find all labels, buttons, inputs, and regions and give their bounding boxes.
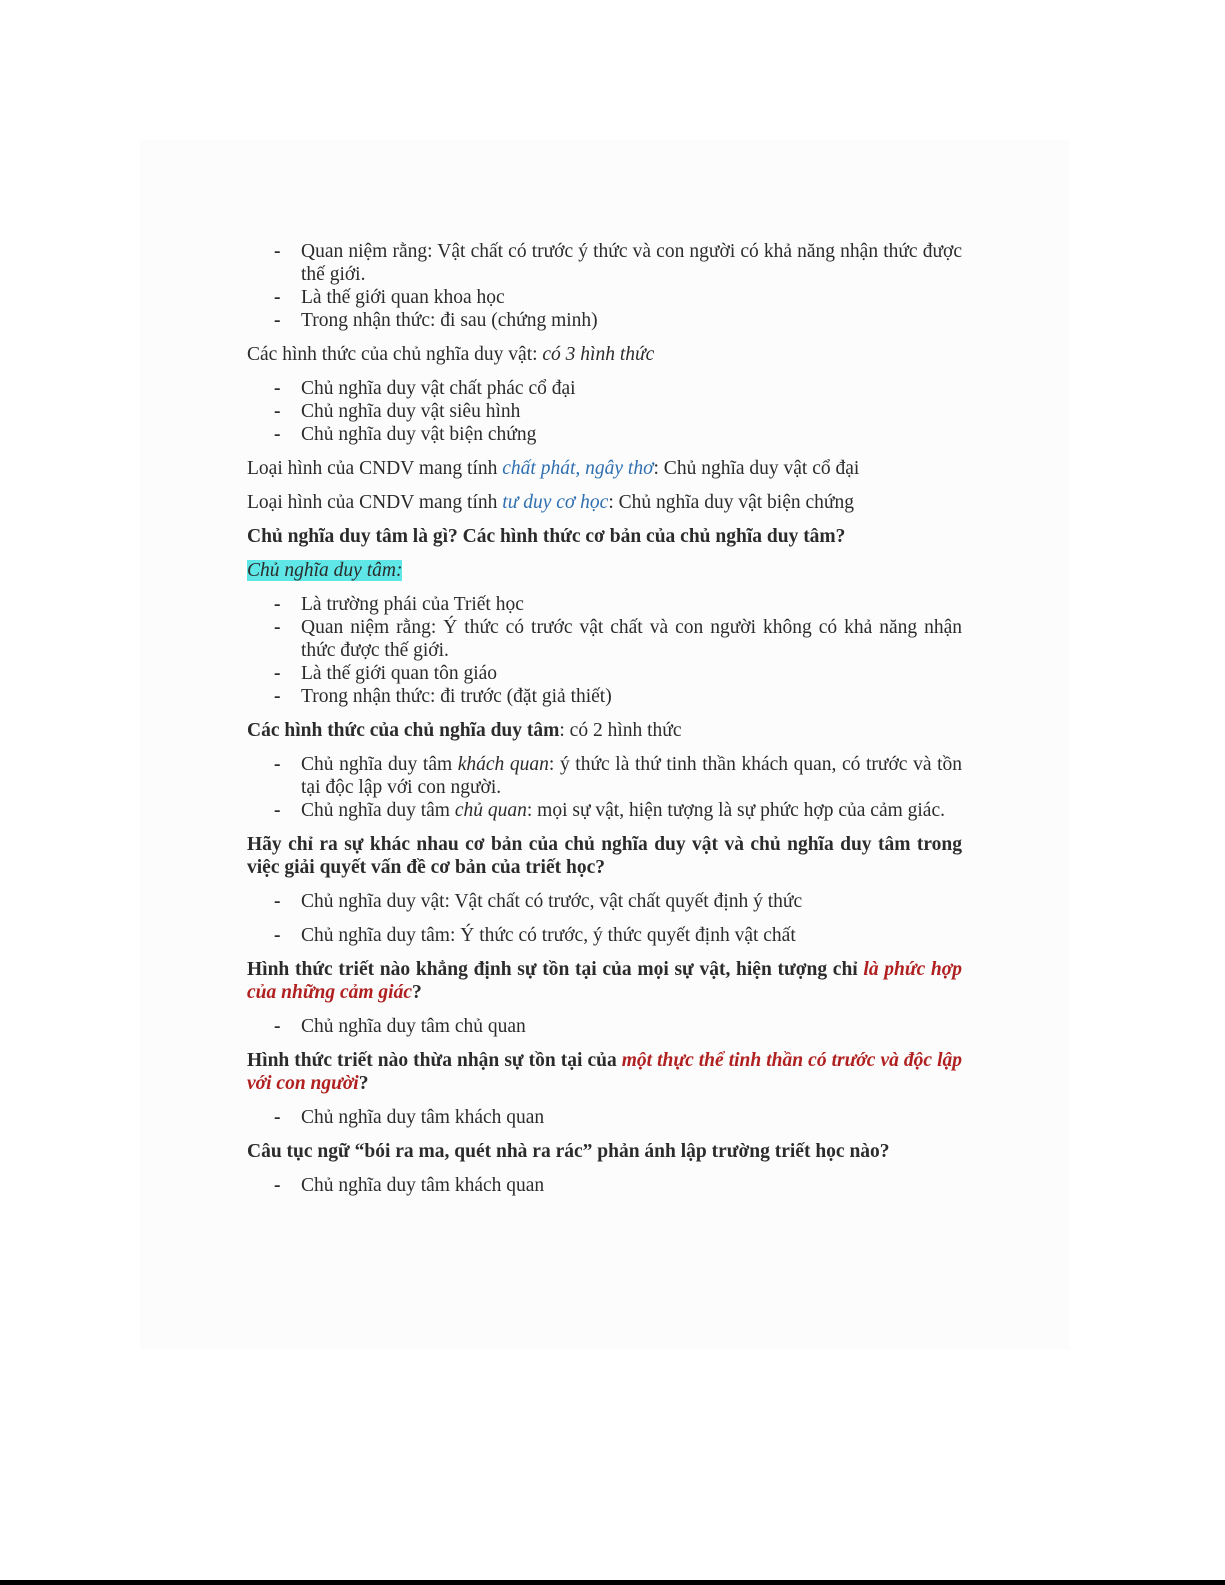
- type-mechanical-paragraph: [247, 491, 962, 514]
- list-item: - Trong nhận thức: đi trước (đặt giả thiết): [247, 685, 962, 708]
- question-heading: [247, 1140, 962, 1163]
- list-item: - Là trường phái của Triết học: [247, 593, 962, 616]
- materialism-traits-list: [247, 240, 962, 332]
- list-item: [247, 799, 962, 822]
- text: Chủ nghĩa duy tâm: [301, 800, 455, 821]
- question-heading: [247, 525, 962, 548]
- list-item: - Là thế giới quan khoa học: [247, 286, 962, 309]
- idealism-forms-paragraph: [247, 719, 962, 742]
- emphasis: có 3 hình thức: [542, 344, 655, 365]
- materialism-forms-list: [247, 377, 962, 446]
- list-item: - Quan niệm rằng: Ý thức có trước vật chất và con người không có khả năng nhận thức được thế giới.: [247, 616, 962, 662]
- question-heading: [247, 958, 962, 1004]
- text: ?: [358, 1073, 369, 1094]
- list-item: - Chủ nghĩa duy tâm khách quan: [247, 1106, 962, 1129]
- list-item: - Trong nhận thức: đi sau (chứng minh): [247, 309, 962, 332]
- highlighted-term: Chủ nghĩa duy tâm:: [247, 560, 403, 581]
- document-body: [247, 240, 962, 1208]
- list-item: - Chủ nghĩa duy vật chất phác cổ đại: [247, 377, 962, 400]
- question-text: [247, 1050, 962, 1094]
- list-item: [247, 753, 962, 799]
- text: : Chủ nghĩa duy vật cổ đại: [653, 458, 860, 479]
- idealism-forms-list: [247, 753, 962, 822]
- emphasis: chủ quan: [454, 800, 527, 821]
- type-naive-paragraph: [247, 457, 962, 480]
- materialism-forms-paragraph: [247, 343, 962, 366]
- text: Loại hình của CNDV mang tính: [247, 492, 503, 513]
- question-text: [247, 959, 962, 1003]
- difference-list: [247, 890, 962, 947]
- text: Các hình thức của chủ nghĩa duy vật:: [247, 344, 543, 365]
- answer-list: [247, 1106, 962, 1129]
- question-heading: [247, 833, 962, 879]
- list-item: - Là thế giới quan tôn giáo: [247, 662, 962, 685]
- blue-emphasis: tư duy cơ học: [502, 492, 609, 513]
- idealism-traits-list: [247, 593, 962, 708]
- bold-text: Các hình thức của chủ nghĩa duy tâm: [247, 720, 560, 741]
- text: Chủ nghĩa duy tâm: [301, 754, 458, 775]
- text: Loại hình của CNDV mang tính: [247, 458, 503, 479]
- text: Hình thức triết nào thừa nhận sự tồn tại của: [247, 1050, 622, 1071]
- text: Hình thức triết nào khẳng định sự tồn tại của mọi sự vật, hiện tượng chỉ: [247, 959, 864, 980]
- emphasis: khách quan: [457, 754, 549, 775]
- answer-list: [247, 1015, 962, 1038]
- text: : Chủ nghĩa duy vật biện chứng: [608, 492, 854, 513]
- question-text: Chủ nghĩa duy tâm là gì? Các hình thức cơ bản của chủ nghĩa duy tâm?: [247, 526, 846, 547]
- text: : mọi sự vật, hiện tượng là sự phức hợp của cảm giác.: [526, 800, 945, 821]
- list-item: - Chủ nghĩa duy tâm: Ý thức có trước, ý thức quyết định vật chất: [247, 924, 962, 947]
- list-item: - Chủ nghĩa duy tâm khách quan: [247, 1174, 962, 1197]
- list-item: - Chủ nghĩa duy tâm chủ quan: [247, 1015, 962, 1038]
- question-text: Câu tục ngữ “bói ra ma, quét nhà ra rác” phản ánh lập trường triết học nào?: [247, 1141, 890, 1162]
- text: : ý thức là thứ tinh thần khách quan, có trước và tồn tại độc lập với con người.: [301, 754, 962, 798]
- red-emphasis: là phức hợp của những cảm giác: [247, 959, 962, 1003]
- text: ?: [412, 982, 422, 1003]
- list-item: - Chủ nghĩa duy vật biện chứng: [247, 423, 962, 446]
- list-item: - Chủ nghĩa duy vật: Vật chất có trước, vật chất quyết định ý thức: [247, 890, 962, 913]
- highlighted-term-paragraph: [247, 559, 962, 582]
- list-item: - Chủ nghĩa duy vật siêu hình: [247, 400, 962, 423]
- blue-emphasis: chất phát, ngây thơ: [502, 458, 654, 479]
- answer-list: [247, 1174, 962, 1197]
- question-text: Hãy chỉ ra sự khác nhau cơ bản của chủ nghĩa duy vật và chủ nghĩa duy tâm trong việc giải quyết vấn đề cơ bản của triết học?: [247, 834, 962, 878]
- text: : có 2 hình thức: [559, 720, 682, 741]
- list-item: - Quan niệm rằng: Vật chất có trước ý thức và con người có khả năng nhận thức được thế giới.: [247, 240, 962, 286]
- bottom-edge-bar: [0, 1580, 1225, 1585]
- red-emphasis: một thực thể tinh thần có trước và độc lập với con người: [247, 1050, 962, 1094]
- question-heading: [247, 1049, 962, 1095]
